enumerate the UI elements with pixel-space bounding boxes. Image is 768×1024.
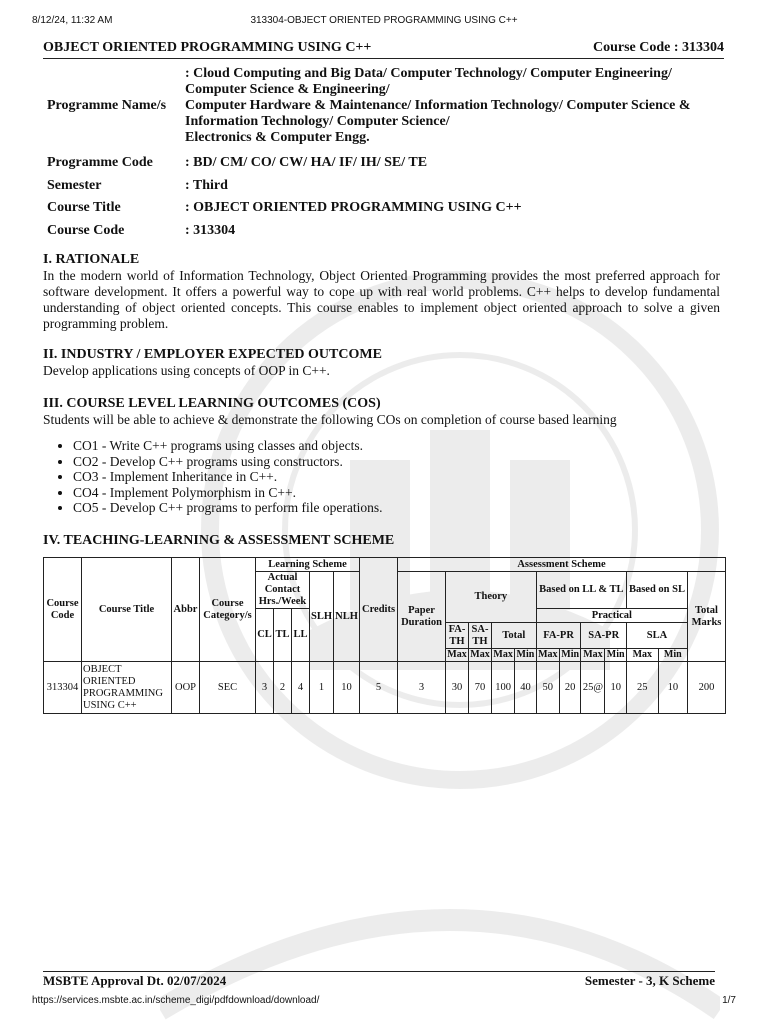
col-credits: Credits	[360, 558, 398, 662]
col-sa-th: SA-TH	[469, 623, 492, 649]
course-title-header: OBJECT ORIENTED PROGRAMMING USING C++	[43, 40, 372, 55]
programme-info-table	[43, 64, 723, 241]
table-header-row	[44, 558, 726, 572]
co-item: • CO1 - Write C++ programs using classes and objects.	[73, 438, 720, 454]
col-course-title: Course Title	[82, 558, 172, 662]
programme-name-row	[43, 64, 723, 148]
assessment-scheme-header: Assessment Scheme	[398, 558, 726, 572]
cell-fa-th-max: 30	[446, 662, 469, 714]
cell-sa-th-max: 70	[469, 662, 492, 714]
co-item: • CO4 - Implement Polymorphism in C++.	[73, 485, 720, 501]
print-page-number: 1/7	[722, 995, 736, 1006]
industry-heading: II. INDUSTRY / EMPLOYER EXPECTED OUTCOME	[43, 347, 382, 362]
rationale-heading: I. RATIONALE	[43, 252, 140, 267]
cell-abbr: OOP	[172, 662, 200, 714]
col-category: Course Category/s	[200, 558, 256, 662]
co-item: • CO5 - Develop C++ programs to perform file operations.	[73, 500, 720, 516]
cell-sa-pr-max: 25@	[581, 662, 605, 714]
col-max: Max	[538, 649, 558, 660]
programme-code-label: Programme Code	[47, 155, 153, 170]
col-max: Max	[447, 649, 467, 660]
col-fa-pr: FA-PR	[536, 623, 581, 649]
cell-course-code: 313304	[44, 662, 82, 714]
col-max: Max	[470, 649, 490, 660]
cos-heading: III. COURSE LEVEL LEARNING OUTCOMES (COS)	[43, 396, 381, 411]
document-footer	[43, 971, 715, 989]
based-ll-tl-header: Based on LL & TL	[536, 572, 626, 609]
semester-value: : Third	[185, 178, 228, 193]
cell-total-marks: 200	[688, 662, 726, 714]
cell-category: SEC	[200, 662, 256, 714]
cell-total-min: 40	[515, 662, 536, 714]
cell-total-max: 100	[492, 662, 515, 714]
cell-credits: 5	[360, 662, 398, 714]
scheme-section	[43, 533, 720, 549]
col-nlh: NLH	[334, 572, 360, 662]
programme-name-line: Computer Hardware & Maintenance/ Information Technology/ Computer Science &	[185, 98, 691, 113]
industry-section	[43, 347, 720, 379]
programme-name-label: Programme Name/s	[47, 98, 167, 113]
semester-scheme: Semester - 3, K Scheme	[584, 973, 715, 988]
assessment-scheme-table	[43, 557, 726, 714]
cell-ll: 4	[292, 662, 310, 714]
industry-text: Develop applications using concepts of OOP in C++.	[43, 363, 330, 378]
rationale-section	[43, 252, 720, 332]
course-code-header: Course Code : 313304	[592, 40, 724, 55]
learning-scheme-header: Learning Scheme	[256, 558, 360, 572]
col-total: Total	[492, 623, 537, 649]
cos-intro: Students will be able to achieve & demonstrate the following COs on completion of course based learning	[43, 412, 617, 427]
cell-nlh: 10	[334, 662, 360, 714]
col-sa-pr: SA-PR	[581, 623, 627, 649]
cell-tl: 2	[274, 662, 292, 714]
cos-list	[73, 438, 720, 516]
col-ll: LL	[292, 609, 310, 662]
semester-row	[43, 173, 723, 196]
col-max: Max	[581, 649, 605, 662]
col-min: Min	[606, 649, 625, 660]
col-fa-th: FA-TH	[446, 623, 469, 649]
programme-code-row	[43, 148, 723, 173]
table-row	[44, 662, 726, 714]
col-max: Max	[493, 649, 513, 660]
col-min: Min	[516, 649, 535, 660]
course-title-label: Course Title	[47, 200, 121, 215]
cell-sla-min: 10	[658, 662, 687, 714]
course-code-label: Course Code	[47, 223, 125, 238]
col-tl: TL	[274, 609, 292, 662]
programme-name-line: : Cloud Computing and Big Data/ Computer Technology/ Computer Engineering/	[185, 66, 672, 81]
col-slh: SLH	[310, 572, 334, 662]
rationale-text: In the modern world of Information Technology, Object Oriented Programming provides the most preferred approach for software development. It offers a powerful way to cope up with real world problems. C++ helps to develop fundamental understanding of object oriented concepts. This course enables to implement object oriented approach to solve a given programming problem.	[43, 268, 720, 331]
approval-date: MSBTE Approval Dt. 02/07/2024	[43, 973, 227, 988]
actual-contact-header: Actual Contact Hrs./Week	[256, 572, 310, 609]
co-item: • CO3 - Implement Inheritance in C++.	[73, 469, 720, 485]
scheme-heading: IV. TEACHING-LEARNING & ASSESSMENT SCHEME	[43, 533, 395, 548]
cell-sla-max: 25	[626, 662, 658, 714]
cell-paper-duration: 3	[398, 662, 446, 714]
programme-code-value: : BD/ CM/ CO/ CW/ HA/ IF/ IH/ SE/ TE	[185, 155, 428, 170]
semester-label: Semester	[47, 178, 102, 193]
print-datetime: 8/12/24, 11:32 AM	[32, 15, 113, 26]
col-min: Min	[561, 649, 580, 660]
cos-section	[43, 396, 720, 516]
col-cl: CL	[256, 609, 274, 662]
course-code-row	[43, 218, 723, 241]
cell-sa-pr-min: 10	[605, 662, 627, 714]
print-url: https://services.msbte.ac.in/scheme_digi/pdfdownload/download/	[32, 995, 320, 1006]
col-abbr: Abbr	[172, 558, 200, 662]
programme-name-line: Computer Science & Engineering/	[185, 82, 390, 97]
col-sla: SLA	[626, 623, 687, 649]
based-sl-header: Based on SL	[626, 572, 687, 609]
col-min: Min	[658, 649, 687, 662]
programme-name-value	[181, 64, 723, 148]
practical-header: Practical	[536, 609, 687, 623]
col-total-marks: Total Marks	[688, 572, 726, 662]
col-max: Max	[626, 649, 658, 662]
cell-cl: 3	[256, 662, 274, 714]
document-header	[43, 38, 724, 59]
programme-name-line: Information Technology/ Computer Science/	[185, 114, 450, 129]
co-item: • CO2 - Develop C++ programs using constructors.	[73, 454, 720, 470]
theory-header: Theory	[446, 572, 537, 623]
course-code-value: : 313304	[185, 223, 236, 238]
course-title-value: : OBJECT ORIENTED PROGRAMMING USING C++	[185, 200, 522, 215]
course-title-row	[43, 196, 723, 218]
col-paper-duration: Paper Duration	[398, 572, 446, 662]
cell-fa-pr-min: 20	[559, 662, 581, 714]
cell-course-title: OBJECT ORIENTED PROGRAMMING USING C++	[82, 662, 172, 714]
cell-slh: 1	[310, 662, 334, 714]
programme-name-line: Electronics & Computer Engg.	[185, 130, 370, 145]
cell-fa-pr-max: 50	[536, 662, 559, 714]
print-page-title: 313304-OBJECT ORIENTED PROGRAMMING USING C++	[250, 15, 518, 26]
col-course-code: Course Code	[44, 558, 82, 662]
